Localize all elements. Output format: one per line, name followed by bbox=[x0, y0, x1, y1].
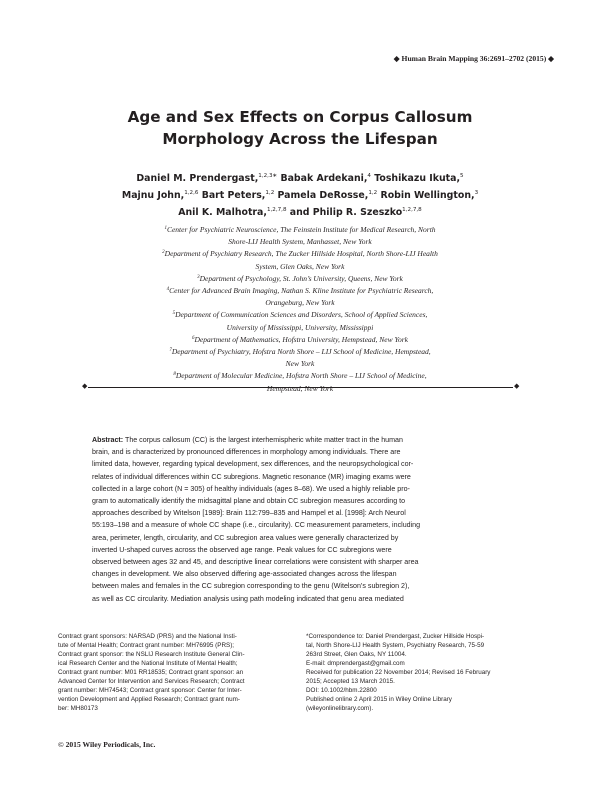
affiliation-text: Center for Advanced Brain Imaging, Nathan S. Kline Institute for Psychiatric Research, bbox=[169, 286, 434, 296]
author-affiliation-marker: 1,2,7,8 bbox=[402, 207, 422, 214]
affiliation-line bbox=[100, 370, 500, 382]
abstract bbox=[92, 434, 508, 605]
affiliation-text: Center for Psychiatric Neuroscience, The Feinstein Institute for Medical Research, North bbox=[166, 225, 436, 234]
author-line bbox=[60, 204, 540, 221]
footnote-line: Advanced Center for Intervention and Services Research; Contract bbox=[58, 678, 245, 685]
author-name: Robin Wellington, bbox=[380, 190, 475, 202]
affiliation-marker: 8 bbox=[173, 372, 176, 378]
affiliation-text: Department of Psychology, St. John’s University, Queens, New York bbox=[199, 273, 403, 283]
affiliation-marker: 5 bbox=[172, 311, 176, 317]
affiliation-line bbox=[100, 224, 500, 236]
author-name: Pamela DeRosse, bbox=[277, 190, 369, 202]
footnote-line: 2015; Accepted 13 March 2015. bbox=[306, 678, 395, 685]
affiliation-marker: 6 bbox=[192, 335, 195, 341]
abstract-line: gram to automatically identify the midsagittal plane and obtain CC subregion measures according to bbox=[92, 497, 406, 506]
running-head bbox=[394, 54, 554, 63]
copyright-notice: © 2015 Wiley Periodicals, Inc. bbox=[58, 740, 156, 749]
abstract-line: approaches described by Witelson [1989]: Brain 112:799–835 and Hampel et al. [1998]: Arch Neurol bbox=[92, 509, 406, 518]
affiliation-marker: 7 bbox=[169, 348, 172, 354]
divider-diamond-left-icon: ◆ bbox=[82, 382, 88, 390]
author-name: Toshikazu Ikuta, bbox=[374, 173, 461, 184]
author-name: Bart Peters, bbox=[201, 190, 266, 202]
abstract-line: changes in development. We also observed differing age-associated changes across the lifespan bbox=[92, 570, 397, 579]
author-affiliation-marker: 5 bbox=[460, 173, 464, 179]
page-title bbox=[0, 106, 600, 150]
section-divider-rule bbox=[85, 387, 515, 388]
affiliation-line bbox=[100, 358, 500, 370]
affiliation-line bbox=[100, 273, 500, 285]
footnote-line: vention Development and Applied Research; Contract grant num- bbox=[58, 696, 241, 703]
title-line-2: Morphology Across the Lifespan bbox=[162, 130, 438, 148]
affiliation-list bbox=[100, 224, 500, 395]
running-head-diamond-right: ◆ bbox=[548, 54, 554, 63]
author-affiliation-marker: 1,2 bbox=[265, 190, 275, 197]
running-head-diamond-left: ◆ bbox=[393, 54, 400, 63]
journal-citation: Human Brain Mapping 36:2691–2702 (2015) bbox=[401, 54, 547, 63]
footnote-line: tal, North Shore-LIJ Health System, Psychiatry Research, 75-59 bbox=[306, 642, 485, 649]
affiliation-line bbox=[100, 383, 500, 395]
author-affiliation-marker: 1,2,7,8 bbox=[266, 207, 287, 214]
abstract-text: The corpus callosum (CC) is the largest interhemispheric white matter tract in the human bbox=[123, 436, 403, 444]
footnote-line: Contract grant sponsors: NARSAD (PRS) and the National Insti- bbox=[58, 633, 237, 640]
affiliation-marker: 1 bbox=[164, 226, 167, 231]
abstract-line: relates of individual differences within CC subregions. Magnetic resonance (MR) imaging exams were bbox=[92, 472, 411, 481]
footnote-line: tute of Mental Health; Contract grant number: MH76995 (PRS); bbox=[58, 642, 235, 649]
footnote-line: 263rd Street, Glen Oaks, NY 11004. bbox=[306, 651, 407, 658]
author-name: and Philip R. Szeszko bbox=[289, 207, 403, 219]
title-line-1: Age and Sex Effects on Corpus Callosum bbox=[127, 108, 473, 126]
divider-diamond-right-icon: ◆ bbox=[514, 382, 520, 390]
footnote-line: ber: MH80173 bbox=[58, 705, 98, 712]
abstract-line: area, perimeter, length, circularity, and CC subregion area values were generally characterized by bbox=[92, 533, 399, 542]
affiliation-text: University of Mississippi, University, Mississippi bbox=[226, 322, 374, 332]
affiliation-line bbox=[100, 309, 500, 321]
affiliation-text: Department of Mathematics, Hofstra University, Hempstead, New York bbox=[194, 334, 408, 344]
affiliation-text: Department of Psychiatry, Hofstra North Shore – LIJ School of Medicine, Hempstead, bbox=[171, 347, 431, 357]
footnote-line: *Correspondence to: Daniel Prendergast, Zucker Hillside Hospi- bbox=[306, 633, 485, 640]
affiliation-text: System, Glen Oaks, New York bbox=[255, 261, 345, 271]
abstract-line: observed between ages 32 and 45, and descriptive linear correlations were consistent with sharper area bbox=[92, 558, 419, 567]
affiliation-text: New York bbox=[285, 359, 315, 369]
affiliation-text: Hempstead, New York bbox=[266, 383, 334, 393]
footnote-line: ical Research Center and the National Institute of Mental Health; bbox=[58, 660, 238, 667]
author-line bbox=[60, 170, 540, 187]
affiliation-line bbox=[100, 285, 500, 297]
abstract-line: 55:193–198 and a measure of whole CC shape (i.e., circularity). CC measurement parameters, including bbox=[92, 521, 421, 530]
affiliation-text: Department of Molecular Medicine, Hofstra North Shore – LIJ School of Medicine, bbox=[175, 371, 427, 381]
abstract-line: collected in a large cohort (N = 305) of healthy individuals (ages 8–68). We used a highly reliable pro- bbox=[92, 484, 410, 493]
affiliation-line bbox=[100, 297, 500, 309]
affiliation-text: Department of Communication Sciences and Disorders, School of Applied Sciences, bbox=[175, 310, 428, 320]
author-line bbox=[60, 187, 540, 204]
author-name: Majnu John, bbox=[121, 190, 185, 202]
abstract-line bbox=[92, 434, 508, 446]
abstract-label: Abstract: bbox=[92, 436, 124, 444]
author-affiliation-marker: 1,2,6 bbox=[184, 190, 199, 197]
abstract-line: between males and females in the CC subregion corresponding to the genu (Witelson’s subregion 2), bbox=[92, 582, 410, 591]
affiliation-text: Shore-LIJ Health System, Manhasset, New York bbox=[228, 237, 372, 247]
footnote-email[interactable]: E-mail: dmprendergast@gmail.com bbox=[306, 660, 405, 667]
footnote-line: Published online 2 April 2015 in Wiley Online Library bbox=[306, 696, 452, 703]
author-name: Babak Ardekani, bbox=[280, 173, 368, 184]
footnote-line: grant number: MH74543; Contract grant sponsor: Center for Inter- bbox=[58, 687, 242, 694]
author-affiliation-marker: 4 bbox=[367, 173, 371, 179]
abstract-line: inverted U-shaped curves across the observed age range. Peak values for CC subregions were bbox=[92, 545, 392, 554]
abstract-line: as well as CC circularity. Mediation analysis using path modeling indicated that genu area mediated bbox=[92, 594, 404, 603]
affiliation-line bbox=[100, 334, 500, 346]
author-list bbox=[60, 170, 540, 222]
affiliation-line bbox=[100, 236, 500, 248]
footnote-line: Contract grant number: M01 RR18535; Contract grant sponsor: an bbox=[58, 669, 244, 676]
abstract-line: limited data, however, regarding typical development, sex differences, and the neuropsychological cor- bbox=[92, 460, 414, 469]
affiliation-text: Department of Psychiatry Research, The Zucker Hillside Hospital, North Shore-LIJ Health bbox=[164, 249, 438, 259]
affiliation-text: Orangeburg, New York bbox=[265, 298, 335, 308]
affiliation-marker: 3 bbox=[197, 274, 200, 280]
correspondence-footnote bbox=[306, 632, 546, 713]
affiliation-marker: 4 bbox=[166, 287, 170, 293]
affiliation-line bbox=[100, 261, 500, 273]
affiliation-line bbox=[100, 346, 500, 358]
affiliation-marker: 2 bbox=[162, 250, 165, 256]
funding-footnote bbox=[58, 632, 293, 713]
author-name: Daniel M. Prendergast, bbox=[136, 173, 259, 184]
author-affiliation-marker: 1,2,3∗ bbox=[258, 173, 278, 179]
footnote-line: Contract grant sponsor: the NSLIJ Research Institute General Clin- bbox=[58, 651, 245, 658]
footnote-line: (wileyonlinelibrary.com). bbox=[306, 705, 374, 712]
affiliation-line bbox=[100, 248, 500, 260]
author-name: Anil K. Malhotra, bbox=[178, 207, 267, 219]
author-affiliation-marker: 3 bbox=[474, 190, 479, 197]
footnote-line: Received for publication 22 November 2014; Revised 16 February bbox=[306, 669, 491, 676]
author-affiliation-marker: 1,2 bbox=[368, 190, 378, 197]
affiliation-line bbox=[100, 322, 500, 334]
footnote-doi[interactable]: DOI: 10.1002/hbm.22800 bbox=[306, 687, 377, 694]
abstract-line: brain, and is characterized by pronounced differences in morphology among individuals. There are bbox=[92, 448, 401, 457]
